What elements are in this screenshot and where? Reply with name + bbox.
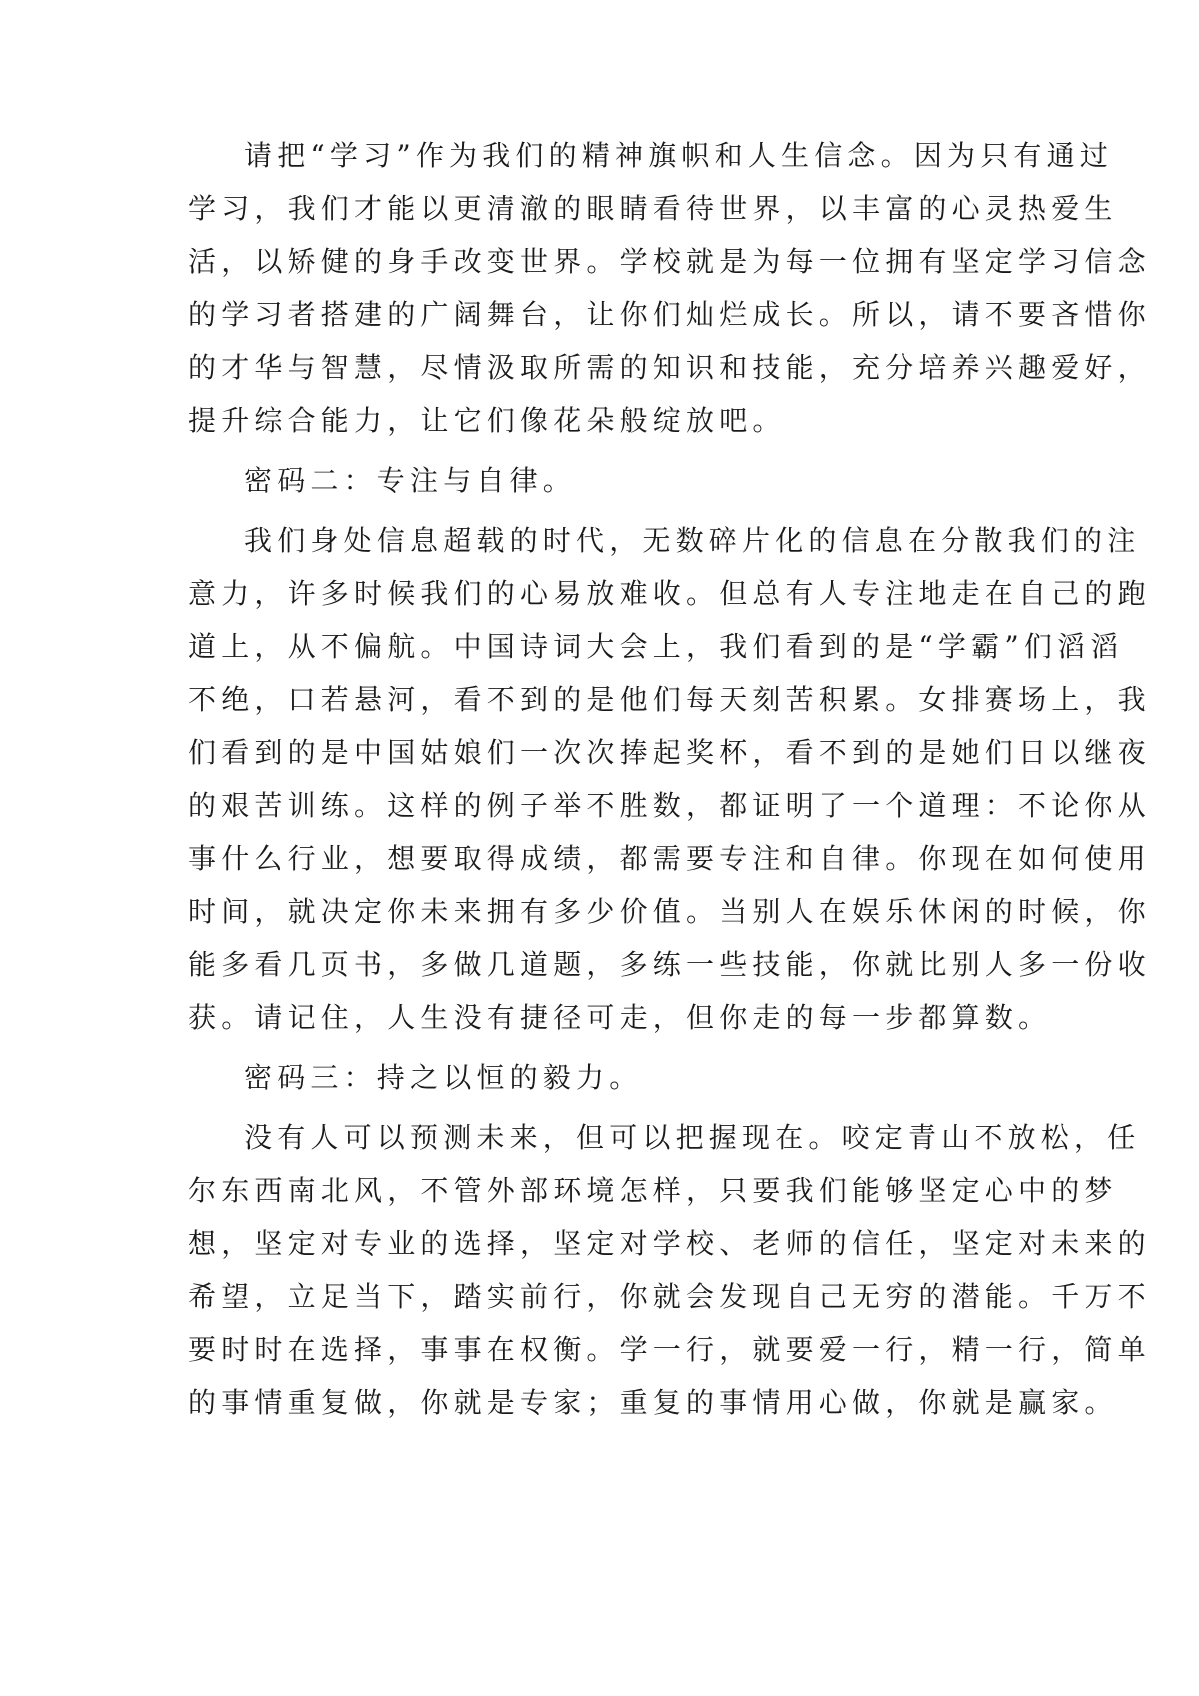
text-line: 提升综合能力，让它们像花朵般绽放吧。 [188,404,786,437]
text-line: 没有人可以预测未来，但可以把握现在。咬定青山不放松，任 [244,1121,1141,1154]
text-line: 时间，就决定你未来拥有多少价值。当别人在娱乐休闲的时候，你 [188,895,1151,928]
text-line: 能多看几页书，多做几道题，多练一些技能，你就比别人多一份收 [188,948,1151,981]
text-line: 的艰苦训练。这样的例子举不胜数，都证明了一个道理：不论你从 [188,789,1151,822]
text-line: 想，坚定对专业的选择，坚定对学校、老师的信任，坚定对未来的 [188,1227,1151,1260]
text-line: 的才华与智慧，尽情汲取所需的知识和技能，充分培养兴趣爱好， [188,351,1151,384]
text-line: 意力，许多时候我们的心易放难收。但总有人专注地走在自己的跑 [188,577,1151,610]
text-line: 获。请记住，人生没有捷径可走，但你走的每一步都算数。 [188,1001,1052,1034]
text-line: 尔东西南北风，不管外部环境怎样，只要我们能够坚定心中的梦 [188,1174,1118,1207]
text-line: 不绝，口若悬河，看不到的是他们每天刻苦积累。女排赛场上，我 [188,683,1151,716]
section-heading: 密码三：持之以恒的毅力。 [244,1061,643,1094]
text-line: 的事情重复做，你就是专家；重复的事情用心做，你就是赢家。 [188,1386,1118,1419]
text-line: 我们身处信息超载的时代，无数碎片化的信息在分散我们的注 [244,524,1141,557]
text-line: 的学习者搭建的广阔舞台，让你们灿烂成长。所以，请不要吝惜你 [188,298,1151,331]
text-line: 活，以矫健的身手改变世界。学校就是为每一位拥有坚定学习信念 [188,245,1151,278]
section-heading: 密码二：专注与自律。 [244,464,577,497]
text-line: 要时时在选择，事事在权衡。学一行，就要爱一行，精一行，简单 [188,1333,1151,1366]
text-line: 道上，从不偏航。中国诗词大会上，我们看到的是“学霸”们滔滔 [188,630,1124,663]
text-line: 请把“学习”作为我们的精神旗帜和人生信念。因为只有通过 [244,139,1114,172]
text-line: 希望，立足当下，踏实前行，你就会发现自己无穷的潜能。千万不 [188,1280,1151,1313]
text-line: 学习，我们才能以更清澈的眼睛看待世界，以丰富的心灵热爱生 [188,192,1118,225]
text-line: 事什么行业，想要取得成绩，都需要专注和自律。你现在如何使用 [188,842,1151,875]
text-line: 们看到的是中国姑娘们一次次捧起奖杯，看不到的是她们日以继夜 [188,736,1151,769]
